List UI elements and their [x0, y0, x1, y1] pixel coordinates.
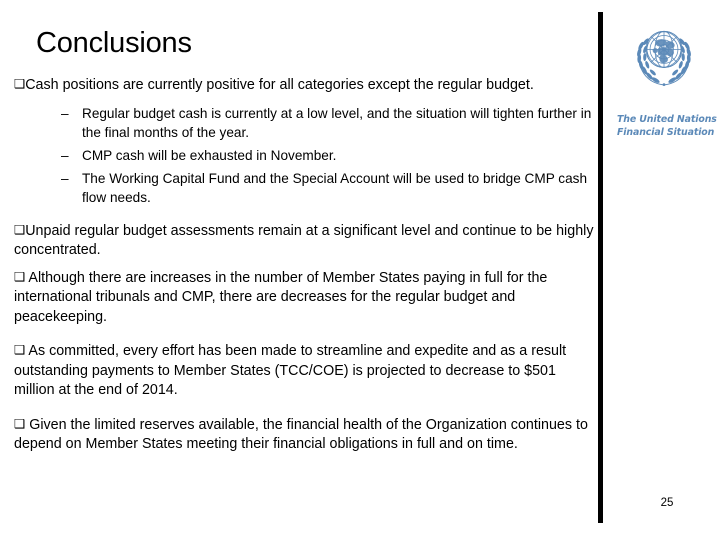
- sub-bullet-text-1: Regular budget cash is currently at a low level, and the situation will tighten further in the final months of the year.: [82, 105, 592, 140]
- bullet-item-2: [14, 220, 598, 261]
- dash-bullet-icon: –: [61, 170, 69, 186]
- bullet-text-2: Unpaid regular budget assessments remain at a significant level and continue to be highly concentrated.: [14, 222, 594, 258]
- sub-bullet-text-3: The Working Capital Fund and the Special Account will be used to bridge CMP cash flow needs.: [82, 170, 588, 205]
- bullet-item-4: [14, 340, 598, 401]
- vertical-divider: [598, 12, 603, 523]
- checkbox-bullet-icon: ❑: [14, 221, 26, 237]
- checkbox-bullet-icon: ❑: [14, 268, 26, 284]
- page-number: 25: [660, 497, 674, 509]
- un-emblem-icon: [622, 18, 706, 92]
- bullet-text-3: Although there are increases in the number of Member States paying in full for the international tribunals and CMP, there are decreases for the regular budget and peacekeeping.: [14, 269, 548, 325]
- list-item: [14, 104, 598, 142]
- bullet-item-5: [14, 414, 598, 455]
- bullet-item-1: [14, 74, 598, 96]
- list-item: [14, 169, 598, 207]
- sidebar-caption: [617, 114, 717, 139]
- checkbox-bullet-icon: ❑: [14, 342, 26, 357]
- list-item: [14, 146, 598, 165]
- slide-body: [14, 74, 598, 455]
- dash-bullet-icon: –: [61, 147, 69, 163]
- sub-bullet-text-2: CMP cash will be exhausted in November.: [82, 147, 337, 163]
- sidebar-caption-line-2: Financial Situation: [617, 126, 715, 138]
- page-title: Conclusions: [36, 27, 192, 59]
- checkbox-bullet-icon: ❑: [14, 415, 26, 431]
- bullet-text-1: Cash positions are currently positive for all categories except the regular budget.: [25, 77, 534, 93]
- bullet-text-4: As committed, every effort has been made to streamline and expedite and as a result outstanding payments to Member States (TCC/COE) is projected to decrease to $501 million at the end of 2014.: [14, 343, 567, 398]
- sidebar-caption-line-1: The United Nations: [617, 114, 717, 125]
- checkbox-bullet-icon: ❑: [14, 76, 26, 91]
- bullet-item-3: [14, 267, 598, 328]
- bullet-text-5: Given the limited reserves available, the financial health of the Organization continues to depend on Member States meeting their financial obligations in full and on time.: [14, 416, 588, 452]
- dash-bullet-icon: –: [61, 105, 69, 121]
- sub-bullet-list: [14, 104, 598, 207]
